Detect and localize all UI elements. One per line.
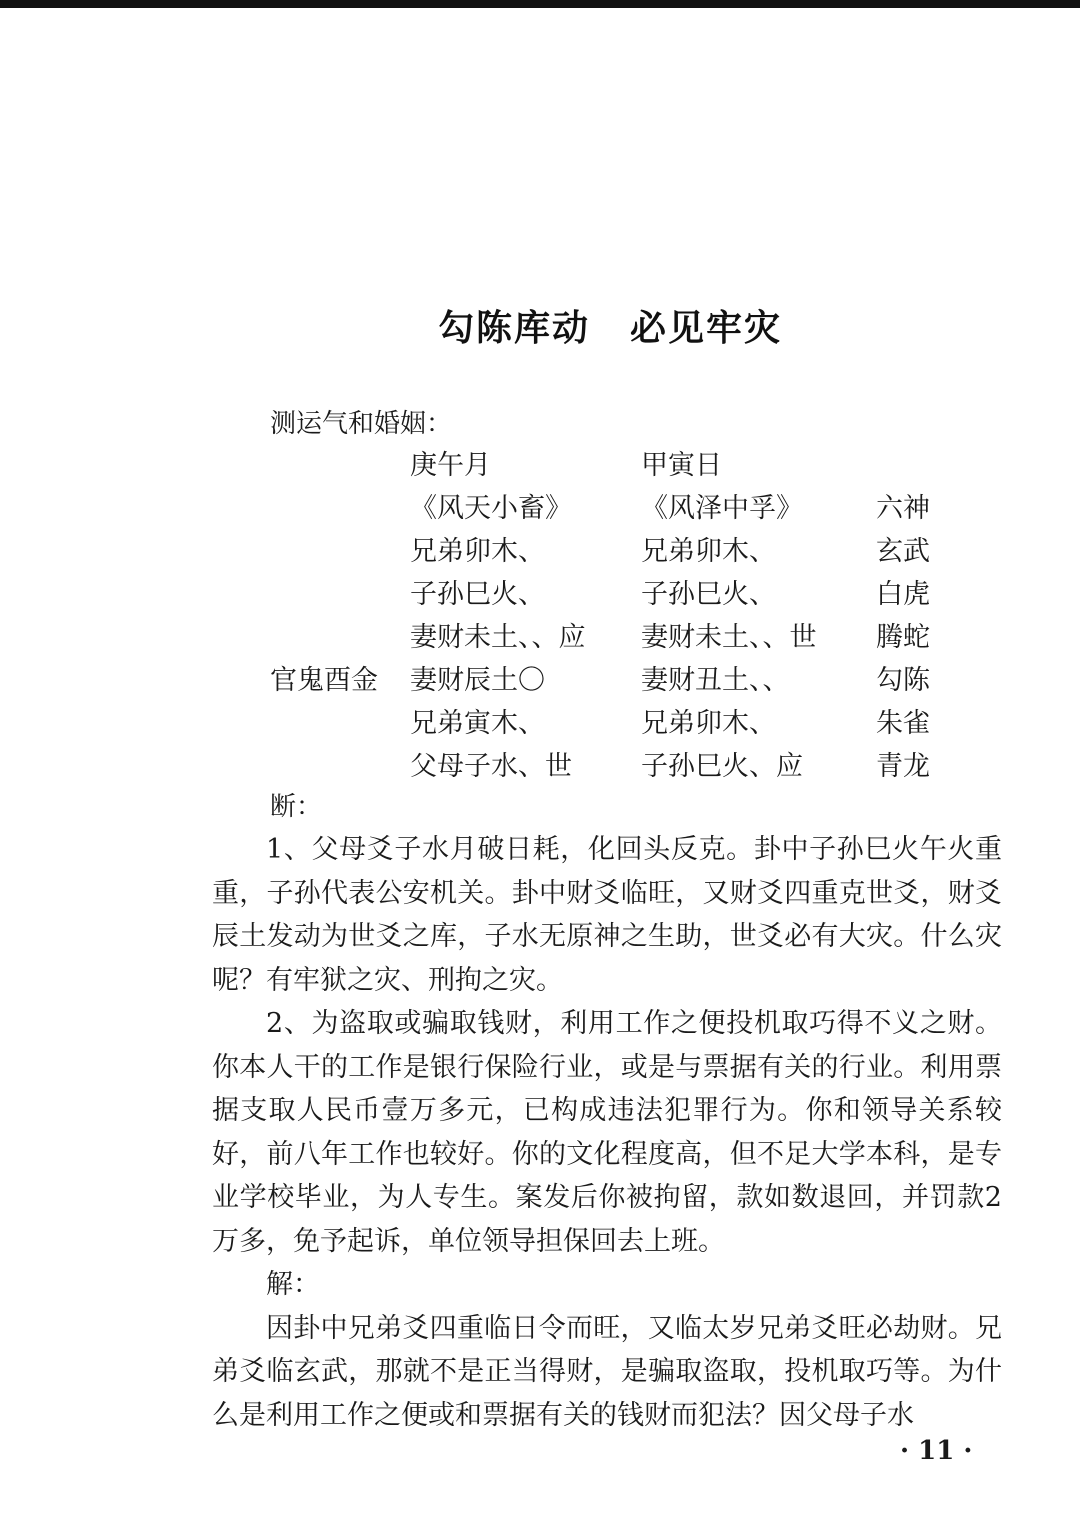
paragraph-1: 1、父母爻子水月破日耗，化回头反克。卦中子孙巳火午火重重，子孙代表公安机关。卦中财爻临旺，又财爻四重克世爻，财爻辰土发动为世爻之库，子水无原神之生助，世爻必有大灾。什么灾呢？有牢狱之灾、刑拘之灾。 (212, 834, 1002, 996)
ben-gua-cell: 子孙巳火、 (410, 579, 545, 610)
ben-gua-cell: 庚午月 (410, 450, 491, 481)
title-part-1: 勾陈库动 (437, 308, 590, 349)
table-row (0, 572, 1080, 615)
ben-gua-cell: 《风天小畜》 (410, 493, 572, 524)
paragraph-3: 因卦中兄弟爻四重临日令而旺，又临太岁兄弟爻旺必劫财。兄弟爻临玄武，那就不是正当得财，是骗取盗取，投机取巧等。为什么是利用工作之便或和票据有关的钱财而犯法？因父母子水 (212, 1312, 1002, 1431)
ben-gua-cell: 兄弟寅木、 (410, 708, 545, 739)
liu-shen-cell: 青龙 (876, 751, 930, 782)
table-row (0, 529, 1080, 572)
ben-gua-cell: 兄弟卯木、 (410, 536, 545, 567)
title-part-2: 必见牢灾 (630, 308, 783, 349)
bian-gua-cell: 《风泽中孚》 (641, 493, 803, 524)
ben-gua-cell: 妻财未土、、应 (410, 622, 586, 653)
page-number: · 11 · (900, 1436, 973, 1466)
table-row (0, 701, 1080, 744)
ben-gua-cell: 妻财辰土〇 (410, 665, 545, 696)
liu-shen-cell: 六神 (876, 493, 930, 524)
paragraph-2: 2、为盗取或骗取钱财，利用工作之便投机取巧得不义之财。你本人干的工作是银行保险行业，或是与票据有关的行业。利用票据支取人民币壹万多元，已构成违法犯罪行为。你和领导关系较好，前八年工作也较好。你的文化程度高，但不足大学本科，是专业学校毕业，为人专生。案发后你被拘留，款如数退回，并罚款2万多，免予起诉，单位领导担保回去上班。 (212, 1008, 1002, 1257)
top-border (0, 0, 1080, 8)
body-text (212, 828, 1002, 1437)
bian-gua-cell: 妻财未土、、世 (641, 622, 817, 653)
table-row (0, 486, 1080, 529)
liu-shen-cell: 玄武 (876, 536, 930, 567)
hexagram-table (0, 443, 1080, 787)
bian-gua-cell: 兄弟卯木、 (641, 536, 776, 567)
table-row (0, 744, 1080, 787)
fu-shen-cell: 官鬼酉金 (270, 665, 378, 696)
bian-gua-cell: 子孙巳火、应 (641, 751, 803, 782)
bian-gua-cell: 子孙巳火、 (641, 579, 776, 610)
intro-line: 测运气和婚姻： (270, 409, 453, 439)
liu-shen-cell: 白虎 (876, 579, 930, 610)
bian-gua-cell: 妻财丑土、、 (641, 665, 790, 696)
bian-gua-cell: 甲寅日 (641, 450, 722, 481)
liu-shen-cell: 勾陈 (876, 665, 930, 696)
table-row (0, 443, 1080, 486)
liu-shen-cell: 腾蛇 (876, 622, 930, 653)
liu-shen-cell: 朱雀 (876, 708, 930, 739)
page-title (0, 300, 1080, 351)
explanation-label: 解： (266, 1269, 320, 1300)
bian-gua-cell: 兄弟卯木、 (641, 708, 776, 739)
ben-gua-cell: 父母子水、世 (410, 751, 572, 782)
judgment-label: 断： (270, 792, 323, 822)
table-row (0, 658, 1080, 701)
table-row (0, 615, 1080, 658)
